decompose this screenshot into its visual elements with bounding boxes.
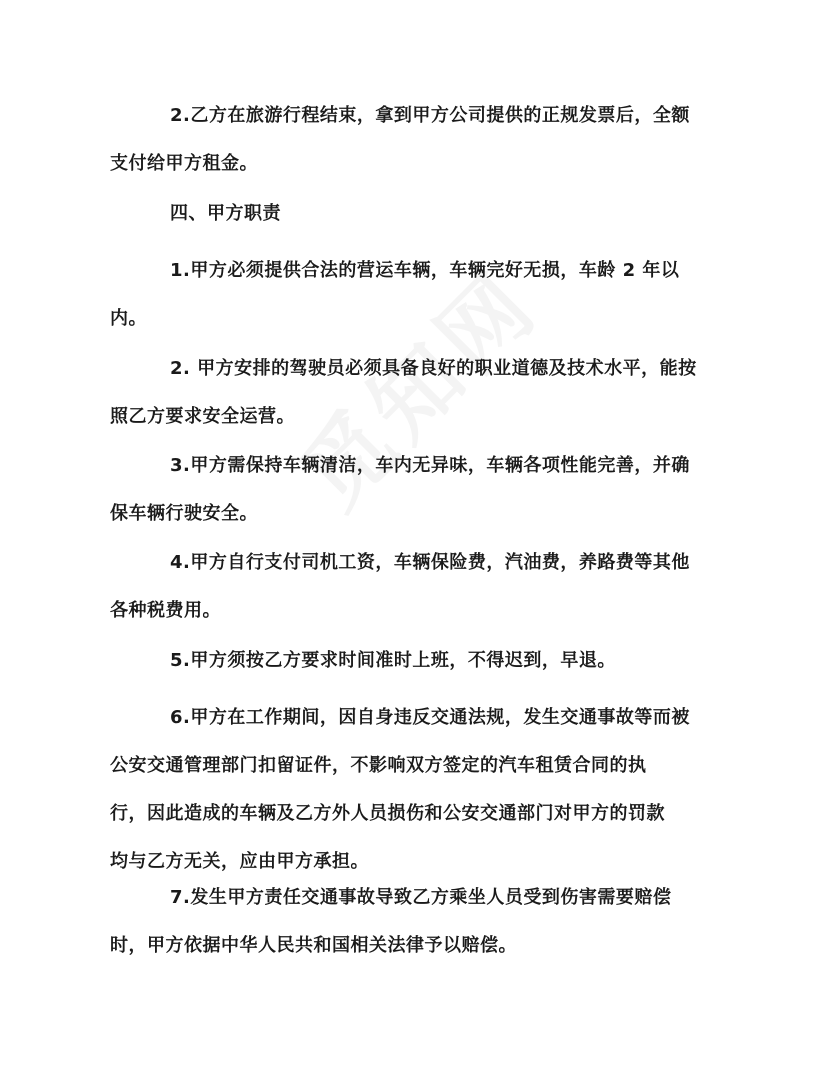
paragraph-item-2 <box>110 345 720 441</box>
paragraph-line: 照乙方要求安全运营。 <box>110 406 295 427</box>
paragraph-line: 2. 甲方安排的驾驶员必须具备良好的职业道德及技术水平，能按 <box>170 358 697 379</box>
paragraph-line: 时，甲方依据中华人民共和国相关法律予以赔偿。 <box>110 935 517 956</box>
paragraph-line: 行，因此造成的车辆及乙方外人员损伤和公安交通部门对甲方的罚款 <box>110 803 665 824</box>
paragraph-line: 5.甲方须按乙方要求时间准时上班，不得迟到，早退。 <box>170 650 616 671</box>
paragraph-item-3 <box>110 442 720 538</box>
paragraph-line: 内。 <box>110 308 147 329</box>
paragraph-line: 2.乙方在旅游行程结束，拿到甲方公司提供的正规发票后，全额 <box>170 105 690 126</box>
paragraph-payment-terms <box>110 92 720 188</box>
paragraph-item-6 <box>110 694 720 886</box>
paragraph-line: 支付给甲方租金。 <box>110 153 258 174</box>
paragraph-line: 保车辆行驶安全。 <box>110 503 258 524</box>
paragraph-line: 3.甲方需保持车辆清洁，车内无异味，车辆各项性能完善，并确 <box>170 455 690 476</box>
paragraph-line: 1.甲方必须提供合法的营运车辆，车辆完好无损，车龄 2 年以 <box>170 260 680 281</box>
paragraph-item-1 <box>110 247 720 343</box>
paragraph-line: 4.甲方自行支付司机工资，车辆保险费，汽油费，养路费等其他 <box>170 552 690 573</box>
section-heading: 四、甲方职责 <box>170 203 281 224</box>
paragraph-item-4 <box>110 539 720 635</box>
paragraph-line: 7.发生甲方责任交通事故导致乙方乘坐人员受到伤害需要赔偿 <box>170 887 672 908</box>
paragraph-line: 均与乙方无关，应由甲方承担。 <box>110 851 369 872</box>
paragraph-line: 公安交通管理部门扣留证件，不影响双方签定的汽车租赁合同的执 <box>110 755 647 776</box>
paragraph-item-5 <box>110 637 720 685</box>
paragraph-line: 各种税费用。 <box>110 600 221 621</box>
paragraph-line: 6.甲方在工作期间，因自身违反交通法规，发生交通事故等而被 <box>170 707 690 728</box>
paragraph-item-7 <box>110 874 720 970</box>
